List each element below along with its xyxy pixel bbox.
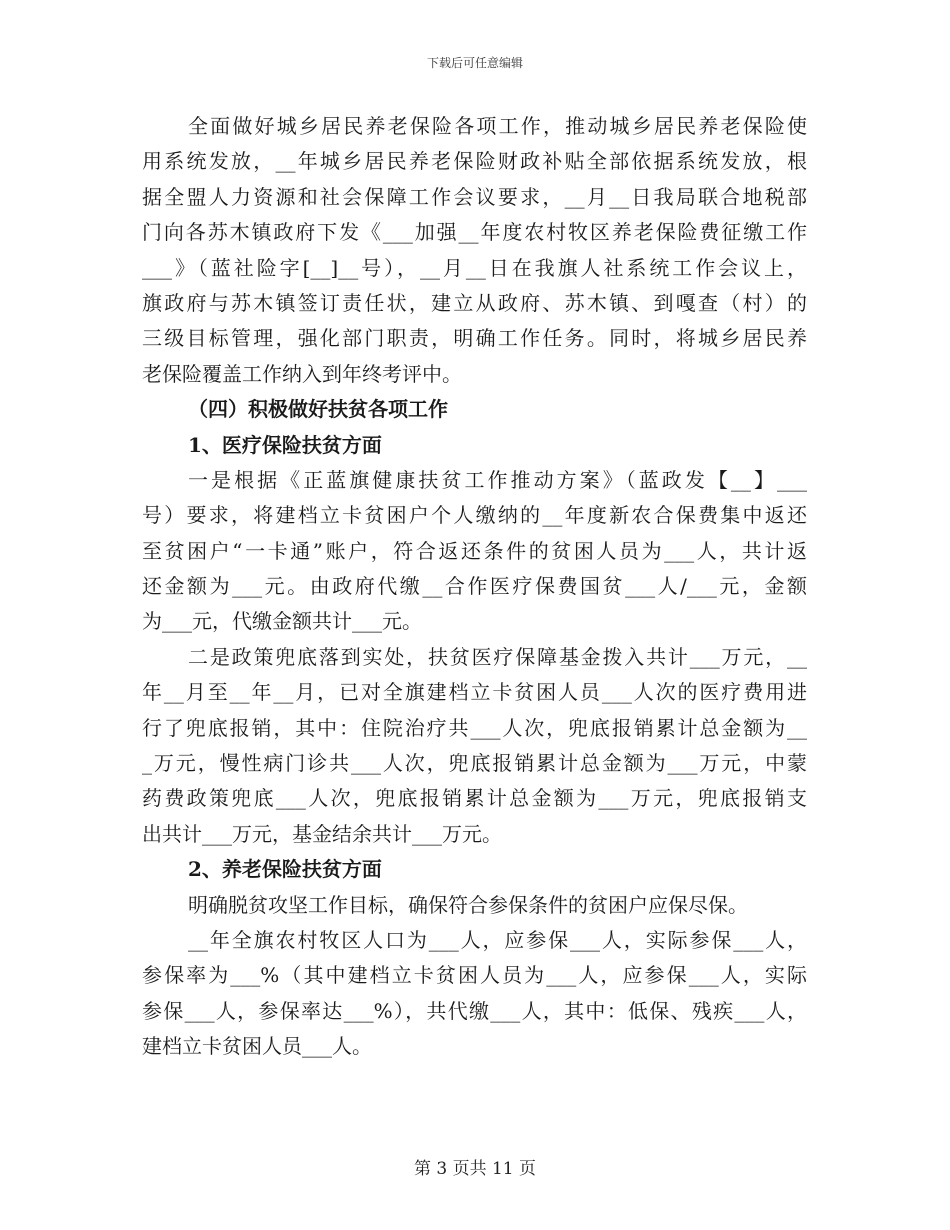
text-line: 全面做好城乡居民养老保险各项工作，推动城乡居民养老保险使 [188, 114, 807, 138]
text-line: 出共计___万元，基金结余共计___万元。 [142, 821, 502, 846]
text-line: 门向各苏木镇政府下发《___加强__年度农村牧区养老保险费征缴工作 [142, 220, 807, 245]
text-line: 建档立卡贫困人员___人。 [142, 1034, 372, 1059]
text-line: 号）要求，将建档立卡贫困户个人缴纳的__年度新农合保费集中返还 [142, 503, 807, 528]
page-header: 下载后可任意编辑 [426, 56, 523, 70]
document-body [142, 109, 807, 1065]
text-line: 二是政策兜底落到实处，扶贫医疗保障基金拨入共计___万元，__ [188, 644, 807, 669]
text-line: 行了兜底报销，其中：住院治疗共___人次，兜底报销累计总金额为__ [142, 715, 807, 740]
text-line: 参保率为___%（其中建档立卡贫困人员为___人，应参保___人，实际 [142, 963, 807, 988]
text-line: 药费政策兜底___人次，兜底报销累计总金额为___万元，兜底报销支 [142, 786, 807, 811]
text-line: 至贫困户“一卡通”账户，符合返还条件的贫困人员为___人，共计返 [142, 538, 807, 563]
text-line: 据全盟人力资源和社会保障工作会议要求，__月__日我局联合地税部 [142, 184, 807, 209]
text-line: 用系统发放，__年城乡居民养老保险财政补贴全部依据系统发放，根 [142, 149, 807, 174]
section-heading: （四）积极做好扶贫各项工作 [188, 397, 448, 422]
text-line: 旗政府与苏木镇签订责任状，建立从政府、苏木镇、到嘎查（村）的 [142, 290, 807, 315]
paragraph [142, 923, 807, 1065]
text-line: ___》（蓝社险字[__]__号），__月__日在我旗人社系统工作会议上， [142, 255, 807, 280]
paragraph [142, 109, 807, 392]
text-line: 一是根据《正蓝旗健康扶贫工作推动方案》（蓝政发【__】___ [188, 467, 807, 492]
subsection-heading: 1、医疗保险扶贫方面 [188, 432, 382, 457]
page-number: 第 3 页共 11 页 [413, 1159, 537, 1179]
subsection-heading: 2、养老保险扶贫方面 [188, 857, 382, 882]
text-line: 为___元，代缴金额共计___元。 [142, 609, 422, 634]
text-line: __年全旗农村牧区人口为___人，应参保___人，实际参保___人， [188, 927, 807, 952]
text-line: 三级目标管理，强化部门职责，明确工作任务。同时，将城乡居民养 [142, 326, 807, 351]
paragraph [142, 640, 807, 852]
paragraph [142, 463, 807, 640]
text-line: _万元，慢性病门诊共___人次，兜底报销累计总金额为___万元，中蒙 [142, 751, 807, 776]
text-line: 明确脱贫攻坚工作目标，确保符合参保条件的贫困户应保尽保。 [188, 892, 748, 917]
text-line: 还金额为___元。由政府代缴__合作医疗保费国贫___人/___元，金额 [142, 574, 807, 599]
text-line: 老保险覆盖工作纳入到年终考评中。 [142, 361, 462, 386]
text-line: 年__月至__年__月，已对全旗建档立卡贫困人员___人次的医疗费用进 [142, 680, 807, 705]
text-line: 参保___人，参保率达___%），共代缴___人，其中：低保、残疾___人， [142, 998, 807, 1023]
